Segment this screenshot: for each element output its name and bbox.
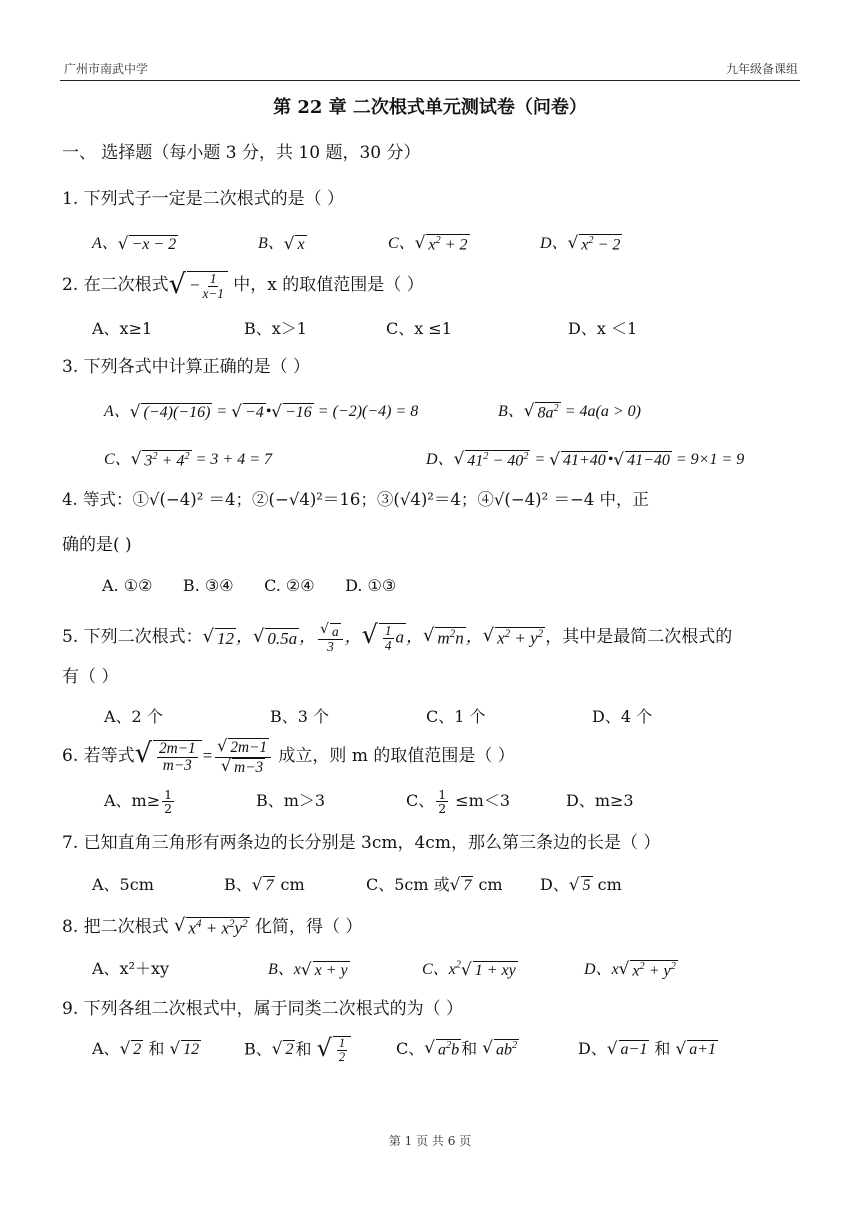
header-rule [60,80,800,81]
q6-option-b: B、m＞3 [256,791,326,810]
q3-option-b: B、 √ $8a^2$ = 4a(a > 0) [498,399,641,422]
q5-option-c: C、1 个 [426,707,486,726]
q1-option-d: D、 √ $x^2 - 2$ [540,231,621,254]
q5-option-b: B、3 个 [270,707,330,726]
q5-option-d: D、4 个 [592,707,653,726]
q3-option-a: A、 √ (−4)(−16) = √ −4 • √ −16 = (−2)(−4) = 8 [104,400,419,421]
q9-option-b: B、 √ 2 和 √ $\frac{1}{2}$ [244,1036,351,1064]
q2-stem: 2. 在二次根式 √ − $\frac{1}{x-1}$ 中，x 的取值范围是（ ） [62,268,424,301]
page-title: 第 22 章 二次根式单元测试卷（问卷） [273,97,587,118]
q6-stem: 6. 若等式 √ $\frac{2m-1}{m-3}$ = √ 2m−1 √ m−3 成立，则 m 的取值范围是（ ） [62,736,515,776]
page-footer: 第 1 页 共 6 页 [388,1134,472,1148]
q7-option-d: D、 √ 5 cm [540,873,622,894]
q8-stem: 8. 把二次根式 √ $x^4 + x^2y^2$ 化简，得（ ） [62,914,363,938]
q4-stem: 4. 等式：①√(−4)² ＝4；②(−√4)²＝16；③(√4)²＝4；④√(−4)² ＝−4 中，正 [62,490,650,509]
q8-option-d: D、x √ $x^2 + y^2$ [584,957,676,980]
header-school: 广州市南武中学 [64,62,149,76]
q4-stem-continued: 确的是( ) [62,535,132,555]
q8-option-a: A、x²＋xy [92,959,170,978]
q9-option-a: A、 √ 2 和 √ 12 [92,1037,200,1058]
q4-options: A. ①② B. ③④ C. ②④ D. ①③ [102,576,397,595]
section-heading: 一、 选择题（每小题 3 分，共 10 题，30 分） [62,143,421,163]
q9-option-d: D、 √ a−1 和 √ a+1 [578,1037,717,1058]
q3-stem: 3. 下列各式中计算正确的是（ ） [62,357,311,377]
q9-option-c: C、 √ $a^2b$ 和 √ $ab^2$ [396,1037,518,1059]
q2-option-c: C、x ≤1 [386,319,452,338]
q2-option-b: B、x＞1 [244,319,307,338]
q7-stem: 7. 已知直角三角形有两条边的长分别是 3cm，4cm，那么第三条边的长是（ ） [62,833,661,853]
header-group: 九年级备课组 [725,62,798,76]
q3-option-c: C、 √ $3^2 + 4^2$ = 3 + 4 = 7 [104,447,272,470]
q1-option-c: C、 √ $x^2 + 2$ [388,231,468,254]
q6-option-a: A、m≥ $\frac{1}{2}$ [104,787,173,817]
q5-stem-continued: 有（ ） [62,667,119,687]
q3-option-d: D、 √ $41^2 - 40^2$ = √ 41+40 • √ 41−40 = 9×1 = 9 [426,447,745,470]
q2-option-a: A、x≥1 [92,319,153,338]
q9-stem: 9. 下列各组二次根式中，属于同类二次根式的为（ ） [62,999,464,1019]
q7-option-c: C、5cm 或 √ 7 cm [366,873,503,894]
q6-option-d: D、m≥3 [566,791,634,810]
q7-option-b: B、 √ 7 cm [224,873,305,894]
q6-option-c: C、 $\frac{1}{2}$ ≤m＜3 [406,787,511,817]
q5-stem: 5. 下列二次根式： √ 12 ， √ 0.5a ， √ a 3 ， √ $\frac{1}{4}$ a ， √ $m^2n$ ， √ $x^2 + y^2$ ，其中是最简二次根式的 [62,620,733,654]
q2-option-d: D、x ＜1 [568,319,638,338]
q8-option-c: C、$x^2$ √ 1 + xy [422,958,516,979]
q7-option-a: A、5cm [92,875,154,894]
q1-stem: 1. 下列式子一定是二次根式的是（ ） [62,189,345,209]
q8-option-b: B、x √ x + y [268,958,348,979]
q1-option-b: B、 √ x [258,232,305,253]
q5-option-a: A、2 个 [104,707,163,726]
q1-option-a: A、 √ −x − 2 [92,232,177,253]
